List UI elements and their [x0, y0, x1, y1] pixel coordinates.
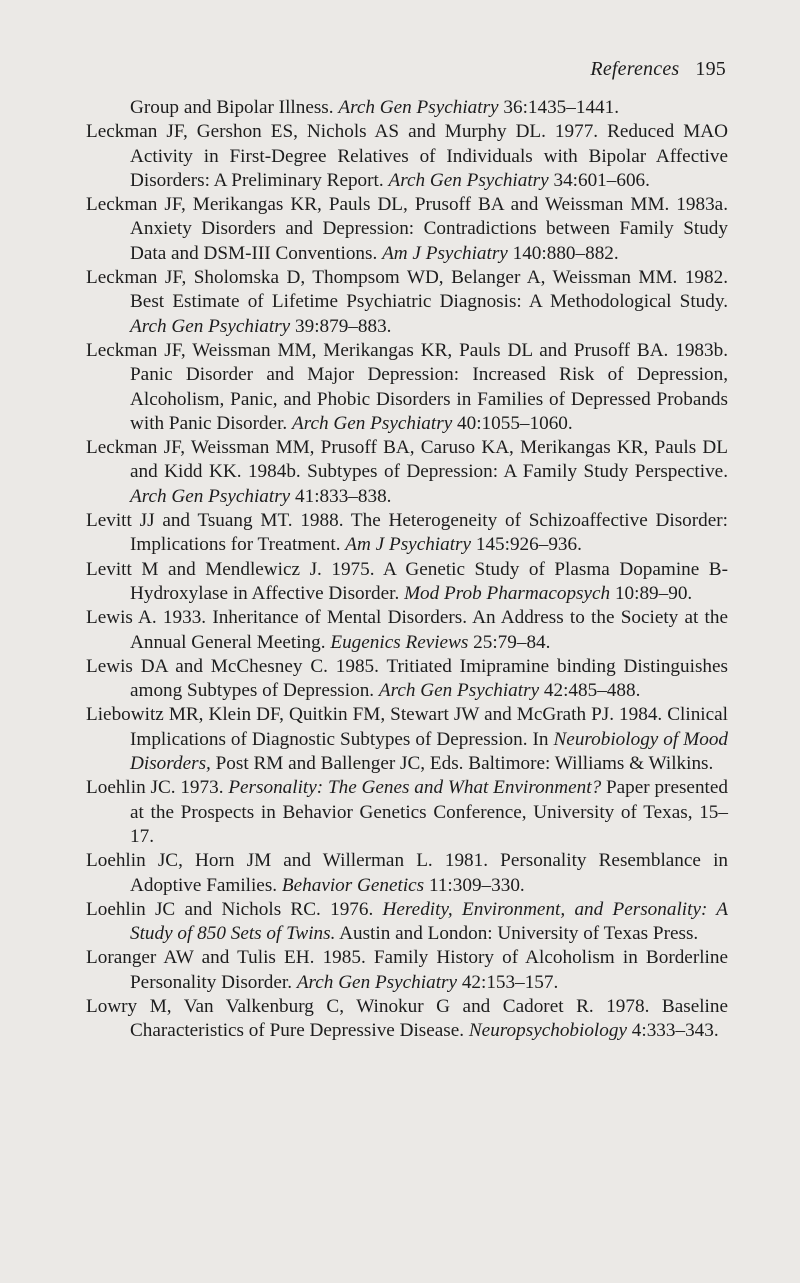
- reference-citation: 42:485–488.: [539, 680, 641, 702]
- reference-text: Loehlin JC. 1973.: [86, 777, 229, 799]
- reference-citation: 145:926–936.: [471, 534, 582, 556]
- reference-source: Arch Gen Psychiatry: [130, 485, 291, 507]
- reference-entry: [86, 898, 728, 947]
- reference-source: Heredity, Environment, and Personality: A Study of 850 Sets of Twins.: [130, 898, 728, 945]
- reference-source: Arch Gen Psychiatry: [296, 971, 458, 993]
- section-title: References: [590, 58, 680, 80]
- reference-entry: [86, 558, 728, 607]
- reference-list: [86, 96, 728, 1044]
- reference-citation: 4:333–343.: [626, 1020, 719, 1042]
- reference-citation: 41:833–838.: [290, 485, 392, 507]
- reference-entry: [86, 655, 728, 704]
- reference-text: Leckman JF, Merikangas KR, Pauls DL, Prusoff BA and Weissman MM. 1983a. Anxiety Disorders and Depression: Contradictions between Family Study Data and DSM-III Conventions.: [86, 194, 728, 264]
- reference-citation: Paper presented at the Prospects in Behavior Genetics Conference, University of Texas, 15–17.: [130, 777, 728, 847]
- reference-source: Arch Gen Psychiatry: [130, 315, 291, 337]
- reference-text: Group and Bipolar Illness.: [130, 97, 339, 118]
- reference-citation: Austin and London: University of Texas Press.: [335, 923, 699, 945]
- reference-entry: [86, 606, 728, 655]
- reference-citation: 11:309–330.: [424, 874, 525, 896]
- reference-source: Personality: The Genes and What Environment?: [228, 777, 602, 799]
- reference-citation: 42:153–157.: [457, 971, 559, 993]
- reference-citation: 140:880–882.: [507, 242, 619, 264]
- reference-entry: [86, 849, 728, 898]
- reference-source: Arch Gen Psychiatry: [378, 680, 540, 702]
- reference-citation: 40:1055–1060.: [452, 412, 573, 434]
- reference-citation: 36:1435–1441.: [498, 97, 620, 118]
- reference-entry: [86, 776, 728, 849]
- reference-source: Am J Psychiatry: [345, 534, 472, 556]
- reference-citation: 10:89–90.: [610, 582, 693, 604]
- reference-entry: [86, 703, 728, 776]
- reference-text: Levitt JJ and Tsuang MT. 1988. The Heterogeneity of Schizoaffective Disorder: Implications for Treatment.: [86, 510, 728, 556]
- reference-citation: 39:879–883.: [290, 315, 392, 337]
- reference-entry: [86, 266, 728, 339]
- reference-source: Behavior Genetics: [281, 874, 425, 896]
- reference-text: Leckman JF, Weissman MM, Prusoff BA, Caruso KA, Merikangas KR, Pauls DL and Kidd KK. 1984b. Subtypes of Depression: A Family Study Perspective.: [86, 437, 728, 483]
- reference-source: Arch Gen Psychiatry: [292, 412, 453, 434]
- reference-entry: [86, 120, 728, 193]
- reference-source: Neuropsychobiology: [468, 1020, 627, 1042]
- reference-entry: [86, 995, 728, 1044]
- page-number: 195: [695, 58, 726, 80]
- reference-source: Arch Gen Psychiatry: [388, 169, 549, 191]
- reference-entry: [86, 193, 728, 266]
- reference-text: Lowry M, Van Valkenburg C, Winokur G and Cadoret R. 1978. Baseline Characteristics of Pure Depressive Disease.: [86, 995, 728, 1042]
- reference-entry: [86, 96, 728, 120]
- reference-text: Liebowitz MR, Klein DF, Quitkin FM, Stewart JW and McGrath PJ. 1984. Clinical Implications of Diagnostic Subtypes of Depression. In: [86, 704, 728, 750]
- reference-text: Leckman JF, Weissman MM, Merikangas KR, Pauls DL and Prusoff BA. 1983b. Panic Disorder and Major Depression: Increased Risk of Depression, Alcoholism, Panic, and Phobic Disorders in Families of Depressed Probands with Panic Disorder.: [86, 339, 728, 434]
- reference-source: Mod Prob Pharmacopsych: [404, 582, 611, 604]
- reference-source: Eugenics Reviews: [330, 631, 469, 653]
- reference-source: Arch Gen Psychiatry: [338, 97, 499, 118]
- reference-text: Loehlin JC, Horn JM and Willerman L. 1981. Personality Resemblance in Adoptive Families.: [86, 850, 728, 896]
- reference-citation: 34:601–606.: [548, 169, 650, 191]
- reference-entry: [86, 509, 728, 558]
- reference-text: Leckman JF, Sholomska D, Thompsom WD, Belanger A, Weissman MM. 1982. Best Estimate of Lifetime Psychiatric Diagnosis: A Methodological Study.: [86, 267, 728, 313]
- reference-citation: 25:79–84.: [468, 631, 551, 653]
- reference-source: Neurobiology of Mood Disorders,: [130, 728, 729, 775]
- reference-text: Loranger AW and Tulis EH. 1985. Family History of Alcoholism in Borderline Personality Disorder.: [86, 947, 728, 993]
- reference-text: Leckman JF, Gershon ES, Nichols AS and Murphy DL. 1977. Reduced MAO Activity in First-Degree Relatives of Individuals with Bipolar Affective Disorders: A Preliminary Report.: [86, 121, 728, 191]
- reference-text: Lewis A. 1933. Inheritance of Mental Disorders. An Address to the Society at the Annual General Meeting.: [86, 607, 728, 653]
- reference-source: Am J Psychiatry: [382, 242, 508, 264]
- reference-entry: [86, 339, 728, 436]
- reference-entry: [86, 946, 728, 995]
- reference-text: Loehlin JC and Nichols RC. 1976.: [86, 898, 383, 920]
- reference-citation: Post RM and Ballenger JC, Eds. Baltimore: Williams & Wilkins.: [210, 753, 714, 775]
- reference-text: Lewis DA and McChesney C. 1985. Tritiated Imipramine binding Distinguishes among Subtypes of Depression.: [86, 655, 728, 702]
- reference-entry: [86, 436, 728, 509]
- running-head: [590, 58, 726, 81]
- reference-text: Levitt M and Mendlewicz J. 1975. A Genetic Study of Plasma Dopamine B-Hydroxylase in Affective Disorder.: [86, 558, 728, 604]
